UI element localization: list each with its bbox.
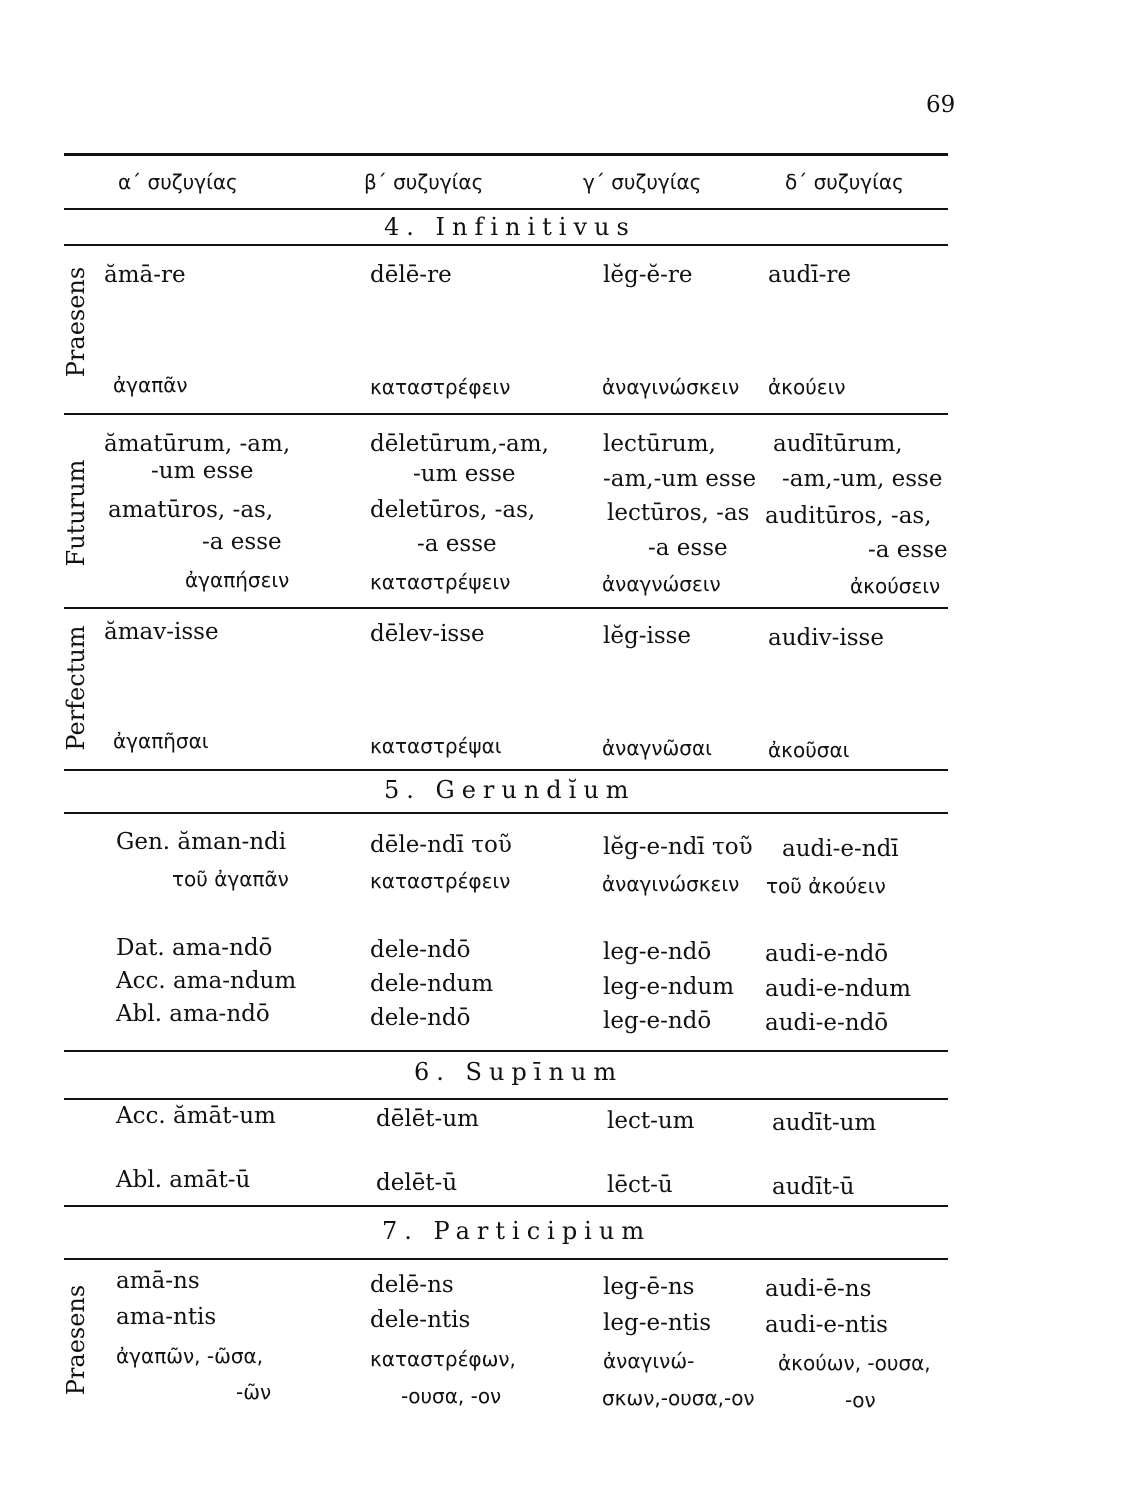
part-r2-4: audi-e-ntis	[765, 1312, 888, 1338]
ger-gen-greek-1: τοῦ ἀγαπᾶν	[172, 867, 289, 891]
inf-perf-greek-4: ἀκοῦσαι	[768, 738, 850, 762]
inf-fut-r3-1: amatūros, -as,	[108, 497, 274, 523]
page-number: 69	[926, 92, 956, 118]
inf-perf-greek-1: ἀγαπῆσαι	[113, 729, 209, 753]
inf-praes-greek-1: ἀγαπᾶν	[113, 373, 188, 397]
inf-praes-4: audī-re	[768, 262, 851, 288]
part-r2-1: ama-ntis	[116, 1304, 217, 1330]
top-rule	[64, 153, 948, 156]
inf-fut-r4-1: -a esse	[202, 529, 282, 555]
rule-perfectum	[64, 769, 948, 771]
ger-abl-1: Abl. ama-ndō	[116, 1001, 270, 1027]
inf-fut-greek-1: ἀγαπήσειν	[185, 568, 290, 592]
part-r1-4: audi-ē-ns	[765, 1276, 872, 1302]
inf-fut-greek-4: ἀκούσειν	[850, 574, 941, 598]
header-col-1: α΄ συζυγίας	[118, 170, 238, 194]
ger-gen-greek-4: τοῦ ἀκούειν	[766, 874, 886, 898]
ger-gen-2: dēle-ndī τοῦ	[370, 832, 512, 858]
inf-fut-r3-4: auditūros, -as,	[765, 503, 932, 529]
inf-praes-1: ămā-re	[104, 262, 186, 288]
label-praesens: Praesens	[62, 266, 90, 378]
ger-dat-4: audi-e-ndō	[765, 941, 889, 967]
part-r1-2: delē-ns	[370, 1272, 454, 1298]
rule-futurum	[64, 607, 948, 609]
ger-abl-3: leg-e-ndō	[603, 1008, 712, 1034]
rule-gerundium	[64, 812, 948, 814]
sup-acc-2: dēlēt-um	[376, 1106, 479, 1132]
sup-acc-3: lect-um	[607, 1108, 695, 1134]
section-title-gerundium: 5. Gerundĭum	[384, 776, 636, 804]
inf-perf-1: ămav-isse	[104, 619, 219, 645]
header-col-3: γ΄ συζυγίας	[583, 170, 702, 194]
part-r3-3: ἀναγινώ-	[603, 1349, 695, 1373]
rule-supinum	[64, 1098, 948, 1100]
ger-acc-4: audi-e-ndum	[765, 976, 911, 1002]
header-col-2: β΄ συζυγίας	[364, 170, 484, 194]
ger-gen-4: audi-e-ndī	[782, 836, 899, 862]
ger-acc-3: leg-e-ndum	[603, 974, 735, 1000]
inf-fut-r1-2: dēletūrum,-am,	[370, 431, 549, 457]
inf-praes-2: dēlē-re	[370, 262, 452, 288]
inf-praes-greek-4: ἀκούειν	[768, 375, 846, 399]
ger-gen-1: Gen. ăman-ndi	[116, 829, 287, 855]
inf-perf-greek-3: ἀναγνῶσαι	[602, 736, 712, 760]
rule-supinum-end	[64, 1205, 948, 1207]
ger-dat-2: dele-ndō	[370, 937, 471, 963]
inf-praes-greek-3: ἀναγινώσκειν	[602, 375, 740, 399]
inf-perf-3: lĕg-isse	[603, 623, 692, 649]
inf-fut-r2-2: -um esse	[413, 461, 516, 487]
label-praesens-participium: Praesens	[62, 1284, 90, 1396]
inf-fut-r4-3: -a esse	[648, 535, 728, 561]
inf-perf-4: audiv-isse	[768, 625, 884, 651]
inf-fut-r4-2: -a esse	[417, 531, 497, 557]
part-r1-1: amā-ns	[116, 1268, 200, 1294]
inf-praes-greek-2: καταστρέφειν	[370, 375, 511, 399]
inf-perf-greek-2: καταστρέψαι	[370, 734, 502, 758]
sup-abl-4: audīt-ū	[772, 1174, 855, 1200]
label-futurum: Futurum	[62, 459, 90, 567]
sup-abl-3: lēct-ū	[607, 1172, 673, 1198]
header-col-4: δ΄ συζυγίας	[785, 170, 904, 194]
ger-abl-2: dele-ndō	[370, 1005, 471, 1031]
section-title-participium: 7. Participium	[382, 1217, 652, 1245]
part-r1-3: leg-ē-ns	[603, 1274, 695, 1300]
rule-infinitivus	[64, 244, 948, 246]
inf-fut-r4-4: -a esse	[868, 537, 948, 563]
rule-participium	[64, 1258, 948, 1260]
sup-acc-1: Acc. ămāt-um	[116, 1103, 276, 1129]
ger-abl-4: audi-e-ndō	[765, 1010, 889, 1036]
ger-acc-1: Acc. ama-ndum	[116, 968, 297, 994]
rule-gerundium-end	[64, 1050, 948, 1052]
inf-fut-r2-1: -um esse	[151, 458, 254, 484]
inf-fut-r2-3: -am,-um esse	[603, 466, 757, 492]
inf-fut-r3-2: deletūros, -as,	[370, 497, 536, 523]
ger-gen-3: lĕg-e-ndī τοῦ	[603, 834, 753, 860]
ger-acc-2: dele-ndum	[370, 971, 494, 997]
sup-acc-4: audīt-um	[772, 1110, 877, 1136]
ger-gen-greek-3: ἀναγινώσκειν	[602, 872, 740, 896]
part-r3-2: καταστρέφων,	[370, 1347, 516, 1371]
part-r4-2: -ουσα, -ον	[401, 1384, 502, 1408]
part-r4-1: -ῶν	[236, 1380, 272, 1404]
inf-fut-greek-3: ἀναγνώσειν	[602, 572, 721, 596]
sup-abl-1: Abl. amāt-ū	[116, 1167, 251, 1193]
part-r3-1: ἀγαπῶν, -ῶσα,	[116, 1344, 264, 1368]
label-perfectum: Perfectum	[62, 625, 90, 751]
header-rule	[64, 208, 948, 210]
inf-fut-r2-4: -am,-um, esse	[782, 466, 943, 492]
ger-dat-3: leg-e-ndō	[603, 939, 712, 965]
inf-fut-r3-3: lectūros, -as	[607, 500, 750, 526]
section-title-infinitivus: 4. Infinitivus	[384, 213, 636, 241]
part-r3-4: ἀκούων, -ουσα,	[778, 1351, 931, 1375]
inf-praes-3: lĕg-ĕ-re	[603, 262, 693, 288]
part-r2-2: dele-ntis	[370, 1307, 471, 1333]
inf-perf-2: dēlev-isse	[370, 621, 485, 647]
inf-fut-r1-1: ămatūrum, -am,	[104, 431, 291, 457]
part-r2-3: leg-e-ntis	[603, 1310, 712, 1336]
inf-fut-greek-2: καταστρέψειν	[370, 570, 511, 594]
part-r4-3: σκων,-ουσα,-ον	[602, 1386, 755, 1410]
sup-abl-2: delēt-ū	[376, 1170, 458, 1196]
part-r4-4: -ον	[845, 1388, 876, 1412]
rule-praesens	[64, 413, 948, 415]
section-title-supinum: 6. Supīnum	[414, 1058, 624, 1086]
inf-fut-r1-4: audītūrum,	[773, 431, 903, 457]
inf-fut-r1-3: lectūrum,	[603, 431, 716, 457]
ger-dat-1: Dat. ama-ndō	[116, 935, 273, 961]
ger-gen-greek-2: καταστρέφειν	[370, 869, 511, 893]
